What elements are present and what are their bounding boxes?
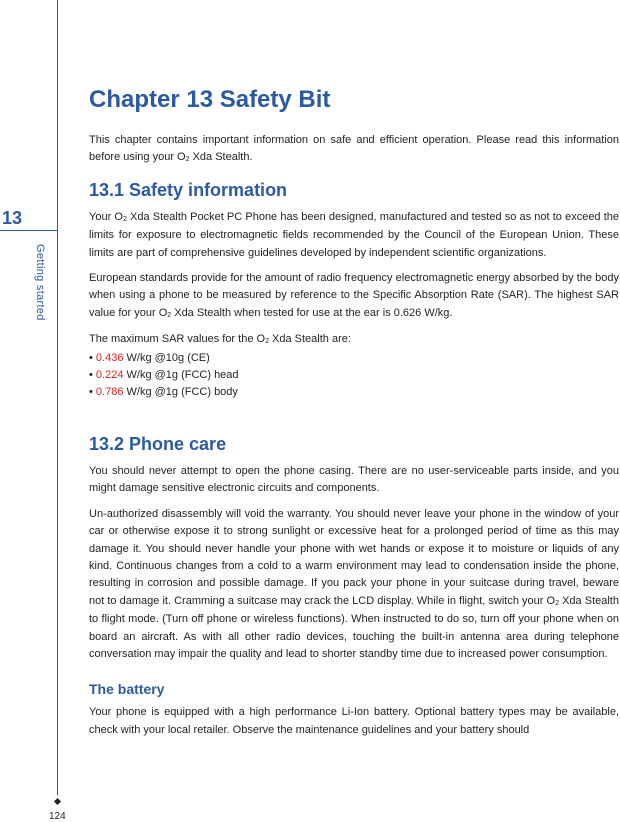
sar-intro-text: The maximum SAR values for the O: [89, 333, 266, 346]
safety-text: Your O: [89, 210, 123, 223]
sar-list-item: [89, 350, 619, 367]
section-heading-safety: 13.1 Safety information: [89, 179, 288, 200]
sar-list-item: [89, 367, 619, 384]
o2-subscript: 2: [122, 215, 127, 223]
sar-text-end: Xda Stealth when tested for use at the ear is 0.626 W/kg.: [171, 306, 453, 319]
chapter-title: Chapter 13 Safety Bit: [89, 86, 331, 113]
phone-care-paragraph-1: You should never attempt to open the phone casing. There are no user-serviceable parts inside, and you might damage sensitive electronic circuits and components.: [89, 464, 619, 495]
phone-care-text: Un-authorized disassembly will void the warranty. You should never leave your phone in the window of your car or otherwise expose it to strong sunlight or excessive heat for a prolonged period of time as this may damage it. You should never handle your phone with wet hands or expose it to moisture or liquids of any kind. Continuous changes from a cold to a warm environment may lead to condensation inside the phone, resulting in corrosion and possible damage. If you pack your phone in your suitcase during travel, beware not to damage it. Cramming a suitcase may crack the LCD display. While in flight, switch your O: [89, 507, 619, 607]
sar-value: 0.786: [95, 386, 124, 399]
sar-intro-text-end: Xda Stealth are:: [268, 333, 351, 346]
intro-text: This chapter contains important information on safe and efficient operation. Please read this information before using your O: [89, 134, 619, 164]
sar-value: 0.436: [95, 351, 124, 364]
bullet: •: [89, 386, 96, 399]
bullet: •: [89, 369, 96, 382]
intro-text-end: Xda Stealth.: [189, 151, 253, 164]
o2-subscript: 2: [555, 599, 559, 607]
bullet: •: [89, 351, 96, 364]
intro-paragraph: [89, 132, 619, 168]
margin-rule: [57, 0, 58, 795]
safety-text-end: Xda Stealth Pocket PC Phone has been designed, manufactured and tested so as not to exceed the limits for exposure to electromagnetic fields recommended by the Council of the European Union. These limits are part of comprehensive guidelines developed by independent scientific organizations.: [89, 210, 620, 259]
sar-intro: [89, 331, 619, 349]
section-heading-phone-care: 13.2 Phone care: [89, 433, 227, 454]
battery-heading: The battery: [89, 681, 165, 698]
sar-unit: W/kg @1g (FCC) body: [123, 386, 238, 399]
o2-subscript: 2: [265, 338, 269, 346]
o2-subscript: 2: [167, 311, 172, 319]
phone-care-text-end: Xda Stealth to flight mode. (Turn off phone or wireless functions). When instructed to do so, turn off your phone when on board an aircraft. As with all other radio devices, touching the built-in antenna area during telephone conversation may impair the quality and lead to shorter standby time due to increased power consumption.: [89, 594, 619, 660]
page-content: [89, 86, 619, 747]
section-side-label: Getting started: [34, 244, 46, 321]
page-number: 124: [49, 811, 66, 822]
sar-unit: W/kg @1g (FCC) head: [123, 369, 239, 382]
battery-paragraph: Your phone is equipped with a high performance Li-Ion battery. Optional battery types may be available, check with your local retailer. Observe the maintenance guidelines and your battery should: [89, 706, 619, 736]
chapter-number: 13: [2, 208, 23, 228]
page-number-diamond-icon: [54, 798, 61, 805]
safety-paragraph-2: [89, 270, 619, 323]
o2-subscript: 2: [185, 156, 190, 164]
sar-list-item: [89, 384, 619, 401]
chapter-number-rule: [0, 230, 57, 231]
safety-paragraph-1: [89, 209, 619, 262]
sar-unit: W/kg @10g (CE): [123, 351, 210, 364]
sar-text: European standards provide for the amount of radio frequency electromagnetic energy absorbed by the body when using a phone to be measured by reference to the Specific Absorption Rate (SAR). The highest SAR value for your O: [89, 272, 619, 319]
phone-care-paragraph-2: [89, 506, 619, 664]
sar-value: 0.224: [95, 369, 124, 382]
